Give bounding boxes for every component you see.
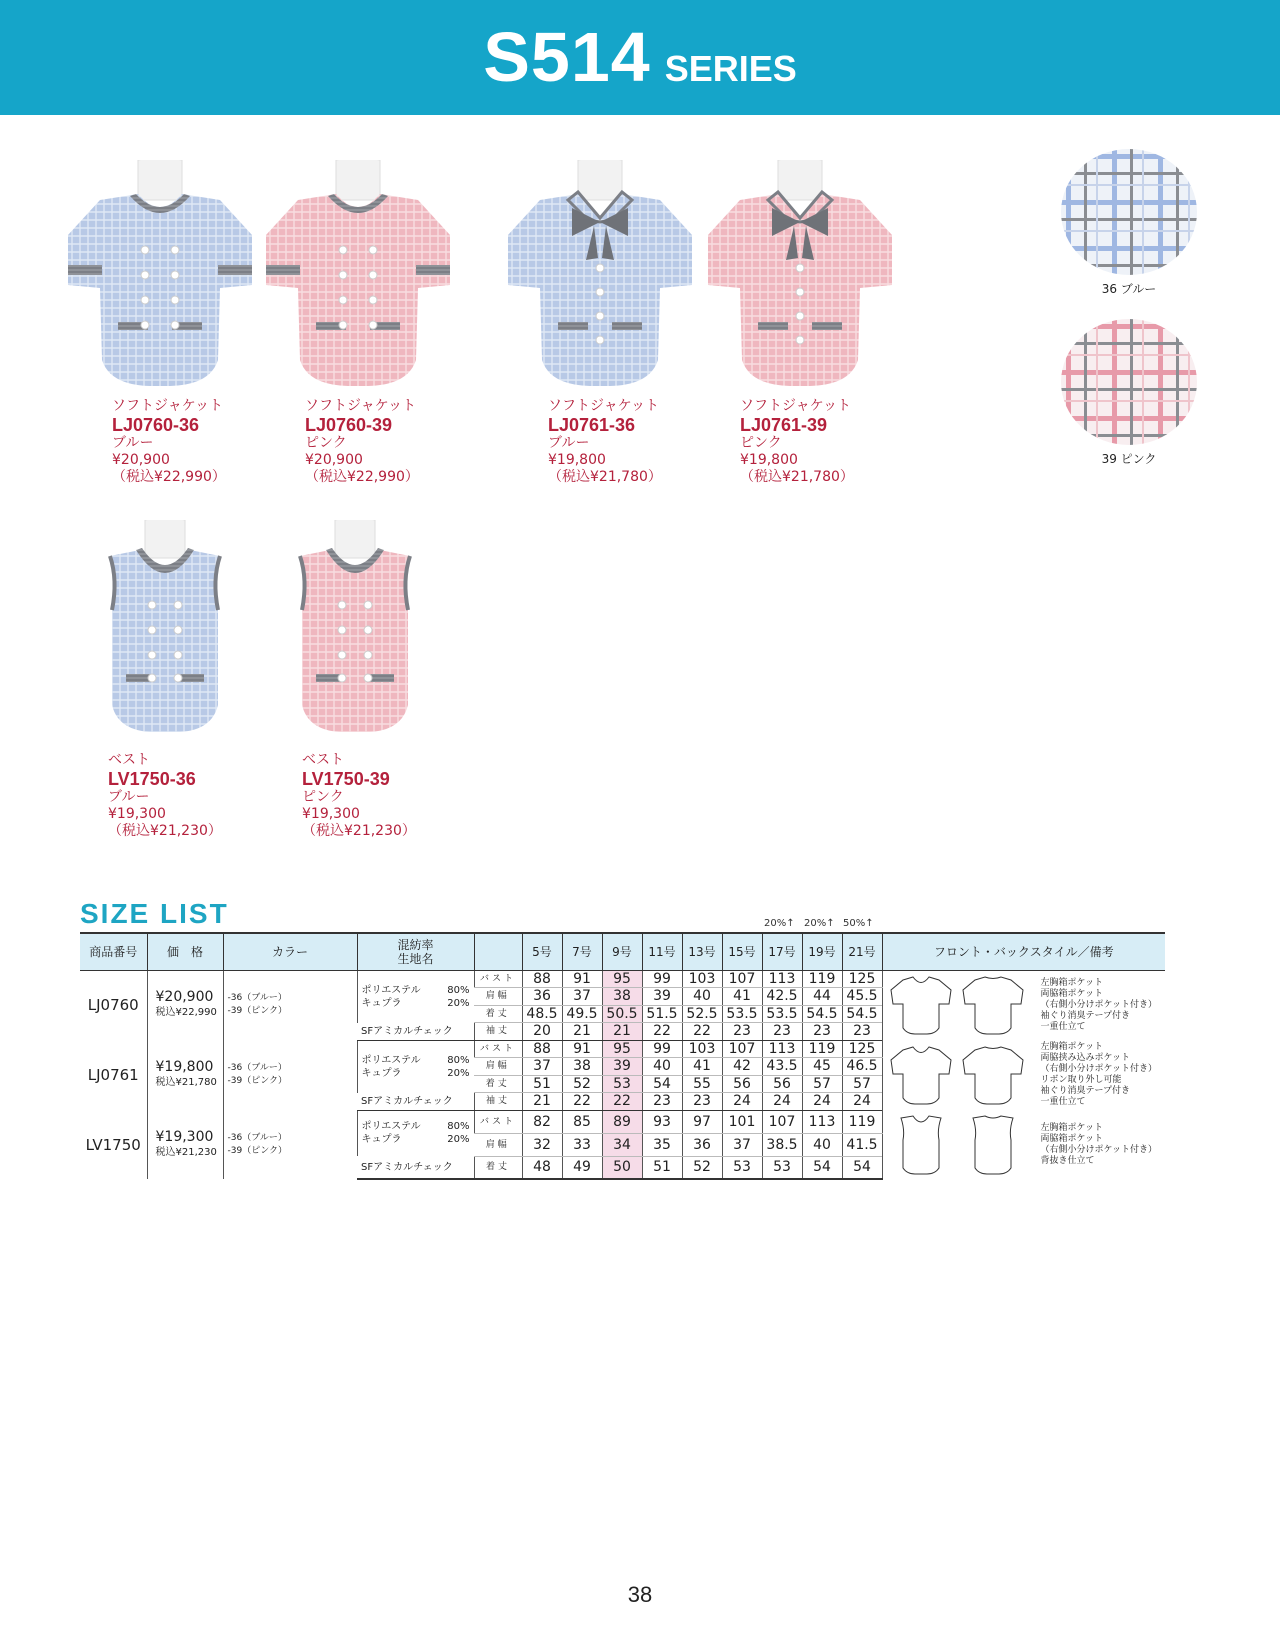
- style-notes: [887, 1042, 1166, 1108]
- color-option: -36（ブルー）: [227, 1132, 287, 1143]
- fabric-name-cell: SFアミカルチェック: [357, 1156, 474, 1179]
- note-item: 左胸箱ポケット: [1040, 1042, 1104, 1052]
- product-price: ¥19,800: [740, 452, 798, 468]
- header-size: 5号: [522, 933, 562, 970]
- measure-label: バスト: [474, 970, 522, 988]
- product-info: [740, 398, 854, 486]
- header-size: 19号: [802, 933, 842, 970]
- fabric-name: ポリエステル: [361, 1054, 421, 1066]
- measure-label: 着丈: [474, 1005, 522, 1023]
- note-item: 左胸箱ポケット: [1040, 1122, 1104, 1133]
- size-value: 37: [722, 1133, 762, 1156]
- size-value: 54.5: [842, 1005, 882, 1023]
- price-tax-value: 税込¥22,990: [155, 1007, 217, 1019]
- size-value: 23: [802, 1023, 842, 1041]
- note-item: 両脇挟み込みポケット: [1040, 1053, 1131, 1063]
- size-value: 52: [682, 1156, 722, 1179]
- style-notes-cell: [882, 970, 1165, 1040]
- fabric-swatch-blue: [1060, 148, 1198, 297]
- size-value: 54.5: [802, 1005, 842, 1023]
- product-tax-price: （税込¥22,990）: [305, 469, 419, 485]
- product-price: ¥19,800: [548, 452, 606, 468]
- measure-label: 袖丈: [474, 1023, 522, 1041]
- size-value: 82: [522, 1110, 562, 1133]
- size-table: [80, 932, 1165, 1180]
- style-notes: [887, 1114, 1166, 1176]
- header-size: 15号: [722, 933, 762, 970]
- fabric-component: [362, 984, 470, 997]
- price-value: ¥19,800: [155, 1059, 214, 1075]
- product-price: ¥19,300: [108, 806, 166, 822]
- size-value: 23: [682, 1093, 722, 1111]
- size-value: 53.5: [762, 1005, 802, 1023]
- size-value: 33: [562, 1133, 602, 1156]
- product-category: ソフトジャケット: [740, 398, 852, 414]
- size-value: 40: [802, 1133, 842, 1156]
- price-cell: [147, 1110, 223, 1179]
- fabric-percent: 80%: [447, 1054, 470, 1066]
- product-color: ブルー: [548, 435, 590, 451]
- size-value: 53.5: [722, 1005, 762, 1023]
- jacket-blue-image: [60, 160, 260, 400]
- size-value: 113: [762, 1040, 802, 1058]
- size-value: 40: [642, 1058, 682, 1076]
- note-item: 一重仕立て: [1040, 1021, 1086, 1032]
- header-size: 21号: [842, 933, 882, 970]
- fabric-name: ポリエステル: [361, 1121, 421, 1133]
- product-code: LJ0761-39: [740, 415, 828, 435]
- color-option: -39（ピンク）: [227, 1006, 288, 1017]
- size-value: 40: [682, 988, 722, 1006]
- size-percent-mark: 50%↑: [843, 918, 874, 929]
- bow-jacket-blue-image: [500, 160, 700, 400]
- size-value: 113: [762, 970, 802, 988]
- color-options-cell: [223, 1040, 357, 1110]
- size-value: 49: [562, 1156, 602, 1179]
- size-value: 45.5: [842, 988, 882, 1006]
- size-value: 55: [682, 1075, 722, 1093]
- size-value: 107: [722, 970, 762, 988]
- measure-label: 着丈: [474, 1075, 522, 1093]
- price-tax-value: 税込¥21,230: [155, 1146, 217, 1158]
- series-title: [0, 0, 1280, 115]
- size-value: 95: [602, 970, 642, 988]
- size-value: 24: [722, 1093, 762, 1111]
- size-value: 42: [722, 1058, 762, 1076]
- product-code: LJ0760-39: [305, 415, 393, 435]
- size-percent-mark: 20%↑: [764, 918, 795, 929]
- style-sketch-image: [887, 1114, 1027, 1176]
- note-item: 一重仕立て: [1040, 1097, 1086, 1107]
- size-value: 38.5: [762, 1133, 802, 1156]
- size-list-title: SIZE LIST: [80, 898, 229, 929]
- measure-label: 袖丈: [474, 1093, 522, 1111]
- product-category: ソフトジャケット: [305, 398, 417, 414]
- product-category: ベスト: [302, 752, 344, 768]
- size-value: 51: [522, 1075, 562, 1093]
- size-value: 119: [802, 1040, 842, 1058]
- product-code: LV1750-39: [302, 769, 390, 789]
- size-value: 36: [682, 1133, 722, 1156]
- fabric-name: キュプラ: [361, 997, 402, 1009]
- product-price: ¥20,900: [112, 452, 170, 468]
- size-value: 43.5: [762, 1058, 802, 1076]
- note-item: 袖ぐり消臭テープ付き: [1040, 1086, 1131, 1096]
- size-value: 32: [522, 1133, 562, 1156]
- product-code-cell: LJ0761: [87, 1066, 139, 1084]
- table-row: [80, 1110, 1165, 1133]
- size-value: 23: [762, 1023, 802, 1041]
- table-row: [80, 1040, 1165, 1058]
- fabric-name: キュプラ: [361, 1067, 402, 1079]
- fabric-percent: 80%: [447, 984, 470, 996]
- measure-label: 着丈: [474, 1156, 522, 1179]
- note-item: 背抜き仕立て: [1040, 1155, 1095, 1166]
- price-tax-value: 税込¥21,780: [155, 1077, 217, 1088]
- product-tax-price: （税込¥21,230）: [302, 823, 416, 839]
- measure-label: 肩幅: [474, 988, 522, 1006]
- note-item: 袖ぐり消臭テープ付き: [1040, 1010, 1131, 1021]
- header-fabric: [357, 933, 474, 970]
- size-value: 22: [562, 1093, 602, 1111]
- color-option: -36（ブルー）: [227, 1063, 287, 1073]
- size-value: 89: [602, 1110, 642, 1133]
- size-value: 97: [682, 1110, 722, 1133]
- fabric-mix-cell: [357, 1040, 474, 1093]
- size-value: 36: [522, 988, 562, 1006]
- size-value: 91: [562, 970, 602, 988]
- fabric-component: [362, 1133, 470, 1146]
- size-value: 99: [642, 1040, 682, 1058]
- product-color: ブルー: [112, 435, 154, 451]
- product-code: LJ0761-36: [548, 415, 636, 435]
- notes-list: [1041, 1123, 1158, 1167]
- header-size: 9号: [602, 933, 642, 970]
- fabric-name: キュプラ: [361, 1134, 402, 1146]
- size-value: 23: [642, 1093, 682, 1111]
- bow-jacket-pink-image: [700, 160, 900, 400]
- note-item: 両脇箱ポケット: [1040, 1133, 1104, 1144]
- size-value: 21: [562, 1023, 602, 1041]
- page-number: 38: [627, 1582, 653, 1607]
- product-code-cell: LV1750: [85, 1135, 141, 1154]
- product-tax-price: （税込¥21,780）: [548, 469, 662, 485]
- fabric-mix-cell: [357, 1110, 474, 1156]
- fabric-percent: 20%: [447, 997, 470, 1009]
- header-fabric-line1: 混紡率: [397, 937, 434, 952]
- size-value: 24: [842, 1093, 882, 1111]
- vest-pink-image: [290, 520, 420, 740]
- swatch-pink-image: [1060, 318, 1198, 446]
- size-value: 22: [602, 1093, 642, 1111]
- fabric-percent: 20%: [447, 1134, 470, 1146]
- notes-list: [1041, 978, 1158, 1033]
- size-value: 54: [802, 1156, 842, 1179]
- size-value: 52: [562, 1075, 602, 1093]
- size-value: 119: [802, 970, 842, 988]
- product-tax-price: （税込¥21,780）: [740, 469, 854, 485]
- header-size: 13号: [682, 933, 722, 970]
- size-value: 50.5: [602, 1005, 642, 1023]
- swatch-label: 39 ピンク: [1101, 452, 1157, 466]
- measure-label: 肩幅: [474, 1133, 522, 1156]
- measure-label: バスト: [474, 1040, 522, 1058]
- size-value: 38: [602, 988, 642, 1006]
- color-option: -36（ブルー）: [227, 993, 287, 1004]
- size-value: 53: [762, 1156, 802, 1179]
- product-color: ブルー: [108, 789, 150, 805]
- size-value: 85: [562, 1110, 602, 1133]
- product-category: ソフトジャケット: [548, 398, 660, 414]
- header-notes: フロント・バックスタイル／備考: [882, 933, 1165, 970]
- color-option: -39（ピンク）: [227, 1145, 288, 1156]
- measure-label: バスト: [474, 1110, 522, 1133]
- size-value: 51.5: [642, 1005, 682, 1023]
- series-word: SERIES: [664, 48, 797, 89]
- size-value: 103: [682, 1040, 722, 1058]
- size-value: 37: [562, 988, 602, 1006]
- size-value: 42.5: [762, 988, 802, 1006]
- size-value: 46.5: [842, 1058, 882, 1076]
- size-value: 38: [562, 1058, 602, 1076]
- price-value: ¥20,900: [155, 989, 214, 1006]
- price-cell: [147, 1040, 223, 1110]
- fabric-component: [362, 1067, 470, 1080]
- size-value: 52.5: [682, 1005, 722, 1023]
- product-info: [305, 398, 419, 486]
- size-value: 91: [562, 1040, 602, 1058]
- size-value: 54: [642, 1075, 682, 1093]
- size-value: 41.5: [842, 1133, 882, 1156]
- note-item: （右側小分けポケット付き）: [1040, 1064, 1158, 1074]
- size-value: 50: [602, 1156, 642, 1179]
- color-options-cell: [223, 1110, 357, 1179]
- size-value: 22: [682, 1023, 722, 1041]
- fabric-percent: 80%: [447, 1121, 470, 1133]
- price-value: ¥19,300: [155, 1128, 214, 1145]
- size-value: 49.5: [562, 1005, 602, 1023]
- swatch-label: 36 ブルー: [1101, 282, 1157, 296]
- fabric-component: [362, 997, 470, 1010]
- size-value: 45: [802, 1058, 842, 1076]
- size-value: 51: [642, 1156, 682, 1179]
- size-value: 57: [842, 1075, 882, 1093]
- size-value: 41: [722, 988, 762, 1006]
- size-value: 23: [722, 1023, 762, 1041]
- size-value: 113: [802, 1110, 842, 1133]
- size-value: 125: [842, 970, 882, 988]
- product-code: LV1750-36: [108, 769, 196, 789]
- measure-label: 肩幅: [474, 1058, 522, 1076]
- swatch-blue-image: [1060, 148, 1198, 276]
- product-tax-price: （税込¥22,990）: [112, 469, 226, 485]
- style-sketch-image: [887, 974, 1027, 1036]
- product-price: ¥20,900: [305, 452, 363, 468]
- size-value: 24: [802, 1093, 842, 1111]
- fabric-percent: 20%: [447, 1067, 470, 1079]
- size-value: 23: [842, 1023, 882, 1041]
- size-value: 54: [842, 1156, 882, 1179]
- size-value: 107: [762, 1110, 802, 1133]
- style-sketch-image: [887, 1044, 1027, 1106]
- product-category: ソフトジャケット: [112, 398, 224, 414]
- product-color: ピンク: [305, 435, 347, 451]
- header-size: 11号: [642, 933, 682, 970]
- fabric-mix-cell: [357, 970, 474, 1023]
- size-value: 57: [802, 1075, 842, 1093]
- size-value: 95: [602, 1040, 642, 1058]
- jacket-pink-image: [258, 160, 458, 400]
- product-tax-price: （税込¥21,230）: [108, 823, 222, 839]
- size-value: 44: [802, 988, 842, 1006]
- series-code: S514: [483, 18, 651, 96]
- size-value: 53: [602, 1075, 642, 1093]
- fabric-component: [362, 1120, 470, 1133]
- size-value: 24: [762, 1093, 802, 1111]
- product-price: ¥19,300: [302, 806, 360, 822]
- fabric-swatch-pink: [1060, 318, 1198, 467]
- product-category: ベスト: [108, 752, 150, 768]
- size-value: 34: [602, 1133, 642, 1156]
- note-item: リボン取り外し可能: [1040, 1075, 1122, 1085]
- style-notes-cell: [882, 1040, 1165, 1110]
- size-value: 125: [842, 1040, 882, 1058]
- size-value: 39: [642, 988, 682, 1006]
- size-value: 48.5: [522, 1005, 562, 1023]
- size-value: 22: [642, 1023, 682, 1041]
- table-header-row: [80, 933, 1165, 970]
- style-notes: [887, 974, 1166, 1036]
- size-table-body: [80, 970, 1165, 1179]
- product-info: [108, 752, 222, 840]
- header-measure: [474, 933, 522, 970]
- header-size: 7号: [562, 933, 602, 970]
- note-item: 両脇箱ポケット: [1040, 988, 1104, 999]
- fabric-name: ポリエステル: [361, 984, 421, 996]
- product-color: ピンク: [302, 789, 344, 805]
- product-code-cell: LJ0760: [87, 996, 139, 1015]
- note-item: （右側小分けポケット付き）: [1040, 1144, 1158, 1155]
- vest-blue-image: [100, 520, 230, 740]
- header-code: 商品番号: [80, 933, 147, 970]
- header-price: 価 格: [147, 933, 223, 970]
- size-value: 39: [602, 1058, 642, 1076]
- style-notes-cell: [882, 1110, 1165, 1179]
- header-size: 17号: [762, 933, 802, 970]
- product-code: LJ0760-36: [112, 415, 200, 435]
- product-color: ピンク: [740, 435, 782, 451]
- header-fabric-line2: 生地名: [397, 951, 434, 966]
- fabric-component: [362, 1054, 470, 1067]
- size-value: 48: [522, 1156, 562, 1179]
- price-cell: [147, 970, 223, 1040]
- table-row: [80, 970, 1165, 988]
- size-percent-mark: 20%↑: [804, 918, 835, 929]
- header-color: カラー: [223, 933, 357, 970]
- color-option: -39（ピンク）: [227, 1076, 288, 1086]
- size-value: 93: [642, 1110, 682, 1133]
- size-value: 107: [722, 1040, 762, 1058]
- size-value: 21: [522, 1093, 562, 1111]
- color-options-cell: [223, 970, 357, 1040]
- size-value: 88: [522, 970, 562, 988]
- size-value: 103: [682, 970, 722, 988]
- size-value: 41: [682, 1058, 722, 1076]
- product-info: [112, 398, 226, 486]
- note-item: （右側小分けポケット付き）: [1040, 999, 1158, 1010]
- size-value: 56: [762, 1075, 802, 1093]
- size-value: 56: [722, 1075, 762, 1093]
- size-value: 99: [642, 970, 682, 988]
- size-value: 35: [642, 1133, 682, 1156]
- size-value: 88: [522, 1040, 562, 1058]
- note-item: 左胸箱ポケット: [1040, 977, 1104, 988]
- fabric-name-cell: SFアミカルチェック: [357, 1093, 474, 1111]
- size-value: 37: [522, 1058, 562, 1076]
- size-value: 53: [722, 1156, 762, 1179]
- notes-list: [1041, 1042, 1158, 1108]
- product-info: [548, 398, 662, 486]
- size-value: 21: [602, 1023, 642, 1041]
- fabric-name-cell: SFアミカルチェック: [357, 1023, 474, 1041]
- size-value: 20: [522, 1023, 562, 1041]
- product-info: [302, 752, 416, 840]
- size-value: 119: [842, 1110, 882, 1133]
- size-value: 101: [722, 1110, 762, 1133]
